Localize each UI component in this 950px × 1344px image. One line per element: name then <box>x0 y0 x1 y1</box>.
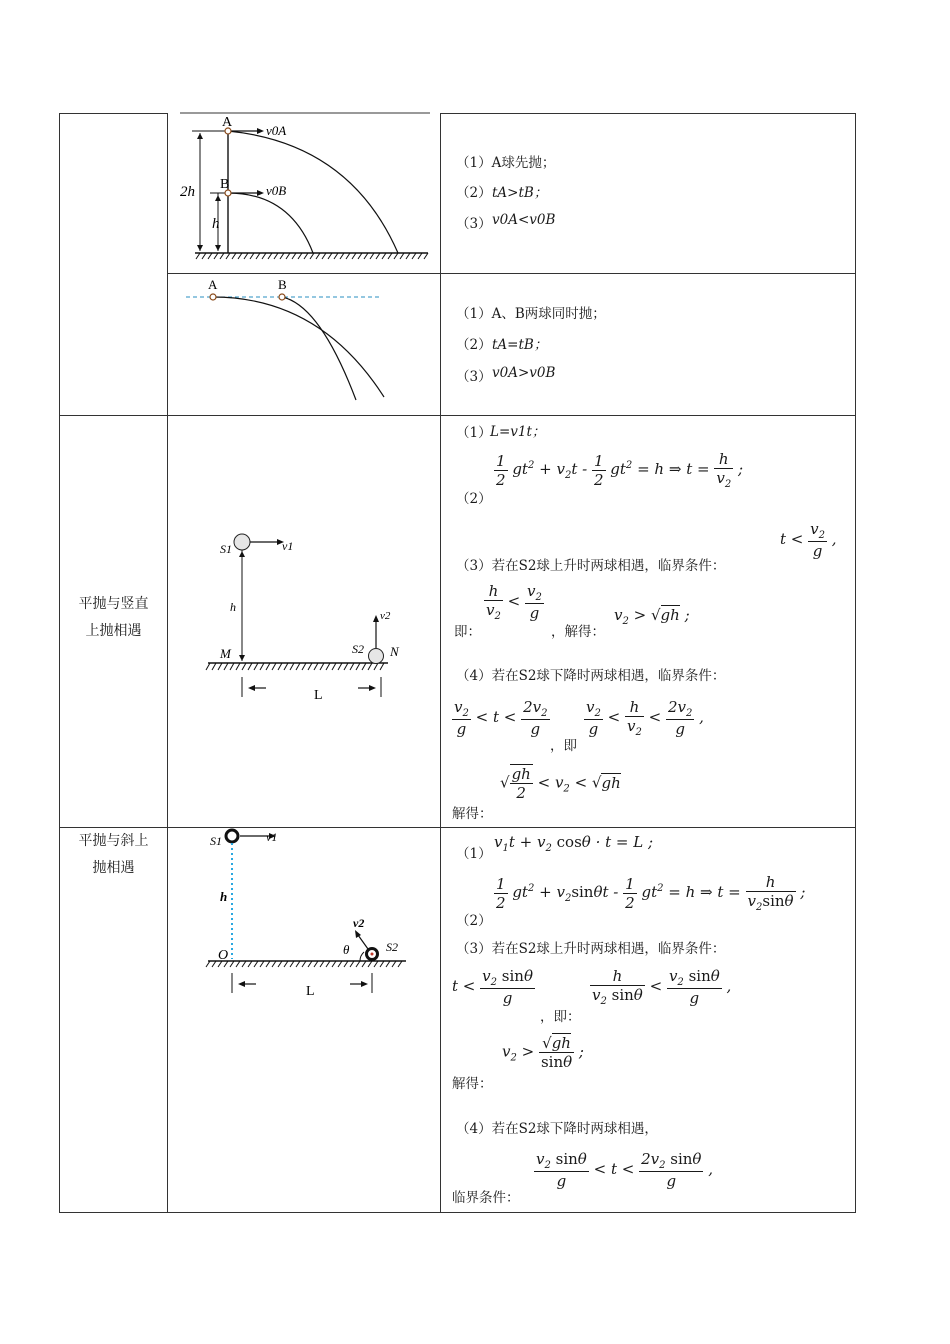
label-S1: S1 <box>210 834 222 848</box>
r3-item-2-equation: $\frac{1}{2}$ $gt^2 + v_2t$ - $\frac{1}{2}$ $gt^2 = h$ ⇒ t = $\frac{h}{v_2}$ ; <box>496 450 744 490</box>
r3-item-4-condition: $\frac{v_2}{g}$ < t < $\frac{2v_2}{g}$ <box>454 698 548 738</box>
label-2h: 2h <box>180 184 195 200</box>
r4-item-3-text: （3）若在S2球上升时两球相遇，临界条件： <box>456 941 726 957</box>
r1-item-2-math: tA>tB； <box>492 185 548 201</box>
r3-category-line1: 平抛与竖直 <box>78 596 149 612</box>
figure-horizontal-vs-vertical <box>200 525 410 710</box>
label-v1: v1 <box>282 539 294 553</box>
label-theta: θ <box>343 942 350 957</box>
r4-item-1-prefix: （1） <box>456 846 492 862</box>
table-border-bottom <box>59 1212 856 1213</box>
label-v2: v2 <box>380 610 391 622</box>
r3-item-3-text: （3）若在S2球上升时两球相遇，临界条件： <box>456 558 726 574</box>
r4-category <box>59 828 168 882</box>
table-border-top <box>59 113 167 114</box>
r3-item-3-ineq: $\frac{h}{v_2}$ < $\frac{v_2}{g}$ <box>486 582 542 622</box>
r4-category-line1: 平抛与斜上 <box>78 833 149 849</box>
row-divider-2 <box>59 415 856 416</box>
label-v0A: v0A <box>266 123 287 138</box>
table-border-left <box>59 113 60 1213</box>
r2-item-3-math: v0A>v0B <box>492 365 556 381</box>
r3-item-4-ji: ，即 <box>550 738 577 754</box>
r4-item-3-jiede: 解得： <box>452 1076 493 1092</box>
r3-item-3-result: $v_2 > √gh$ ; <box>614 606 690 627</box>
r4-item-4-condition: $\frac{v_2 \sin\theta}{g}$ < t < $\frac{2v_2 \sin\theta}{g}$ , <box>536 1150 713 1190</box>
label-N: N <box>390 644 399 659</box>
label-M: M <box>220 646 231 661</box>
r4-item-3-result: $v_2$ > $\frac{√gh}{\sin\theta}$ ; <box>502 1034 584 1071</box>
label-L: L <box>314 688 323 703</box>
r4-item-2-equation: $\frac{1}{2}$ $gt^2 + v_2\sin\theta t$ - $\frac{1}{2}$ $gt^2 = h$ ⇒ t = $\frac{h}{v_2\sin\theta}$ ; <box>496 873 806 913</box>
r4-item-3-ineq: $\frac{h}{v_2 \sin\theta}$ < $\frac{v_2 \sin\theta}{g}$ , <box>592 967 732 1007</box>
r3-item-3-ji: 即： <box>454 624 481 640</box>
r4-item-1-equation: $v_1t + v_2$ cosθ · t = L ; <box>494 833 654 854</box>
r4-item-2-prefix: （2） <box>456 913 492 929</box>
label-h: h <box>230 600 236 614</box>
table-border-right <box>855 113 856 1213</box>
r2-item-2-prefix: （2） <box>456 337 492 353</box>
row-divider-3 <box>59 827 856 828</box>
label-A: A <box>208 277 218 292</box>
r3-category <box>59 591 168 645</box>
label-v0B: v0B <box>266 183 287 198</box>
label-v1: v1 <box>266 830 278 844</box>
label-v2: v2 <box>353 916 365 930</box>
table-border-top-right <box>440 113 856 114</box>
label-B: B <box>220 177 230 192</box>
r3-item-4-text: （4）若在S2球下降时两球相遇，临界条件： <box>456 668 726 684</box>
r4-category-line2: 抛相遇 <box>92 860 135 876</box>
figure-same-height <box>170 275 440 405</box>
r4-item-3-ji: ，即： <box>540 1009 581 1025</box>
label-S2: S2 <box>352 642 364 656</box>
label-A: A <box>222 115 233 130</box>
r3-item-3-condition: t < $\frac{v_2}{g}$ , <box>780 520 837 560</box>
r4-item-4-text: （4）若在S2球下降时两球相遇， <box>456 1121 658 1137</box>
r1-item-3-prefix: （3） <box>456 216 492 232</box>
r4-item-4-label: 临界条件： <box>452 1190 520 1206</box>
label-S2: S2 <box>386 940 398 954</box>
r1-item-1: （1）A球先抛； <box>456 155 556 171</box>
label-O: O <box>218 948 229 963</box>
label-h: h <box>212 216 220 232</box>
r1-item-3-math: v0A<v0B <box>492 212 556 228</box>
figure-different-heights <box>170 113 440 273</box>
r3-item-3-jiede: ，解得： <box>551 624 605 640</box>
row-divider-1 <box>167 273 856 274</box>
label-B: B <box>278 277 287 292</box>
r2-item-2-math: tA=tB； <box>492 337 548 353</box>
r3-item-1-math: L=v1t； <box>490 424 546 440</box>
r3-item-1-prefix: （1） <box>456 425 492 441</box>
r3-item-4-ineq: $\frac{v_2}{g}$ < $\frac{h}{v_2}$ < $\frac{2v_2}{g}$ , <box>586 698 704 738</box>
r3-item-2-prefix: （2） <box>456 491 492 507</box>
col-divider-1 <box>167 113 168 1213</box>
r4-item-3-condition: t < $\frac{v_2 \sin\theta}{g}$ <box>452 967 533 1007</box>
r1-item-2-prefix: （2） <box>456 185 492 201</box>
label-h: h <box>220 889 228 904</box>
r3-item-5-result: √ $\frac{gh}{2}$ < $v_2 < √gh$ <box>500 765 621 802</box>
label-S1: S1 <box>220 542 232 556</box>
label-L: L <box>306 984 315 999</box>
r2-item-3-prefix: （3） <box>456 369 492 385</box>
r2-item-1: （1）A、B两球同时抛； <box>456 306 606 322</box>
r3-category-line2: 上抛相遇 <box>85 623 142 639</box>
col-divider-2 <box>440 113 441 1213</box>
r3-item-5-jiede: 解得： <box>452 806 493 822</box>
figure-horizontal-vs-oblique <box>200 823 415 1003</box>
